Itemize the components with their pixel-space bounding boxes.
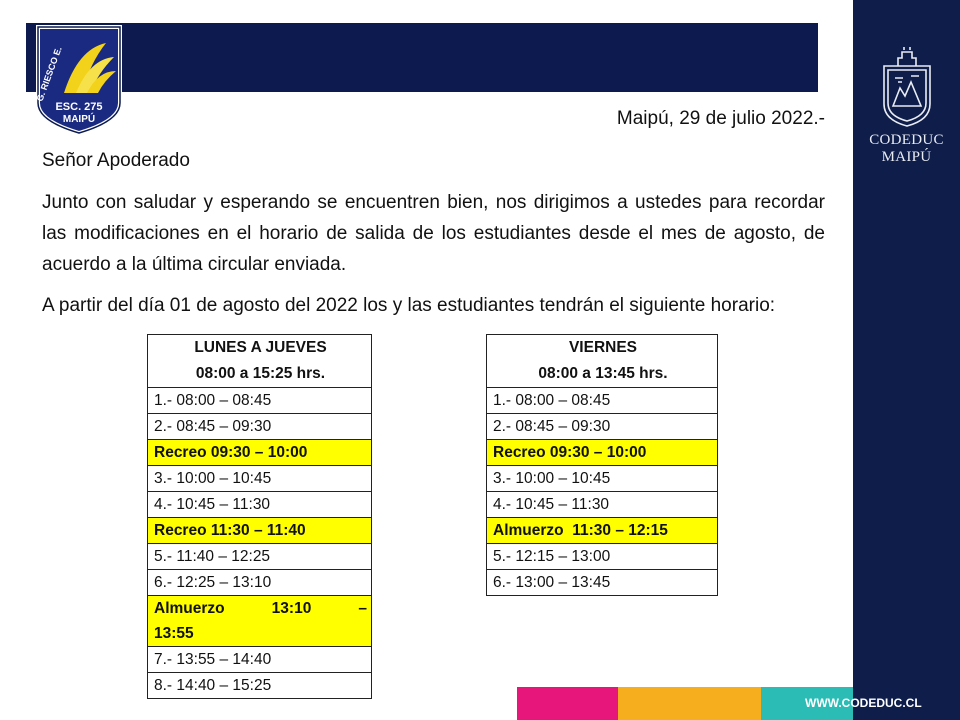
table-row: [487, 570, 718, 596]
sidebar: [853, 0, 960, 720]
table-cell: 7.- 13:55 – 14:40: [148, 647, 372, 673]
table-cell: 1.- 08:00 – 08:45: [487, 388, 718, 414]
lunch-dash: –: [358, 600, 367, 617]
table-header-cell: [148, 335, 372, 388]
table-row: [487, 544, 718, 570]
table-cell: 6.- 13:00 – 13:45: [487, 570, 718, 596]
lunch-end: 13:55: [154, 625, 194, 642]
table-cell-lunch: [148, 596, 372, 647]
school-logo-arc-text: G. RIESCO E.: [34, 45, 64, 103]
table-title: VIERNES: [568, 339, 638, 356]
table-row: [487, 466, 718, 492]
table-header-row: [487, 335, 718, 388]
school-logo: [32, 23, 126, 135]
table-row: [148, 673, 372, 699]
table-cell-break: Recreo 09:30 – 10:00: [148, 440, 372, 466]
footer-strip-orange: [618, 687, 761, 720]
table-hours: 08:00 a 15:25 hrs.: [195, 365, 326, 382]
table-cell: 2.- 08:45 – 09:30: [148, 414, 372, 440]
table-header-cell: [487, 335, 718, 388]
sidebar-brand-line1: CODEDUC: [869, 132, 944, 148]
table-cell-break: Recreo 09:30 – 10:00: [487, 440, 718, 466]
table-row: [487, 440, 718, 466]
table-row: [148, 518, 372, 544]
table-row: [487, 388, 718, 414]
table-row: [487, 414, 718, 440]
table-row: [487, 518, 718, 544]
letter-paragraph-2: A partir del día 01 de agosto del 2022 los y las estudiantes tendrán el siguiente horario:: [42, 295, 776, 316]
schedule-table-mon-thu: [147, 334, 372, 699]
table-row: [148, 596, 372, 647]
footer-website-text: WWW.CODEDUC.CL: [805, 696, 922, 710]
footer-strip-magenta: [517, 687, 618, 720]
table-hours: 08:00 a 13:45 hrs.: [538, 365, 668, 382]
table-row: [148, 544, 372, 570]
table-row: [487, 492, 718, 518]
lunch-row: [154, 596, 367, 621]
letter-paragraph-1: Junto con saludar y esperando se encuentren bien, nos dirigimos a ustedes para recordar las modificaciones en el horario de salida de los estudiantes desde el mes de agosto, de acuerdo a la última circular enviada.: [42, 192, 825, 275]
header-band: [26, 23, 818, 92]
table-cell: 2.- 08:45 – 09:30: [487, 414, 718, 440]
table-row: [148, 570, 372, 596]
table-cell: 8.- 14:40 – 15:25: [148, 673, 372, 699]
table-row: [148, 388, 372, 414]
sidebar-brand: [853, 132, 960, 166]
school-logo-line2: MAIPÚ: [62, 114, 96, 125]
table-header-row: [148, 335, 372, 388]
table-cell: 4.- 10:45 – 11:30: [148, 492, 372, 518]
schedule-table-friday: [486, 334, 718, 596]
letter-date: Maipú, 29 de julio 2022.-: [616, 108, 825, 129]
table-cell: 5.- 11:40 – 12:25: [148, 544, 372, 570]
footer-website: [805, 687, 960, 720]
table-cell-lunch: Almuerzo 11:30 – 12:15: [487, 518, 718, 544]
table-cell-break: Recreo 11:30 – 11:40: [148, 518, 372, 544]
table-row: [148, 440, 372, 466]
table-row: [148, 647, 372, 673]
table-cell: 3.- 10:00 – 10:45: [487, 466, 718, 492]
table-cell: 6.- 12:25 – 13:10: [148, 570, 372, 596]
table-cell: 1.- 08:00 – 08:45: [148, 388, 372, 414]
codeduc-crest-icon: [878, 46, 936, 128]
table-title: LUNES A JUEVES: [194, 339, 327, 356]
table-row: [148, 466, 372, 492]
sidebar-brand-line2: MAIPÚ: [881, 149, 932, 165]
table-row: [148, 492, 372, 518]
letter-greeting: Señor Apoderado: [42, 150, 190, 171]
lunch-start: 13:10: [271, 600, 312, 617]
table-cell: 5.- 12:15 – 13:00: [487, 544, 718, 570]
lunch-label: Almuerzo: [154, 600, 225, 617]
school-logo-line1: ESC. 275: [55, 101, 103, 113]
table-cell: 4.- 10:45 – 11:30: [487, 492, 718, 518]
table-row: [148, 414, 372, 440]
table-cell: 3.- 10:00 – 10:45: [148, 466, 372, 492]
